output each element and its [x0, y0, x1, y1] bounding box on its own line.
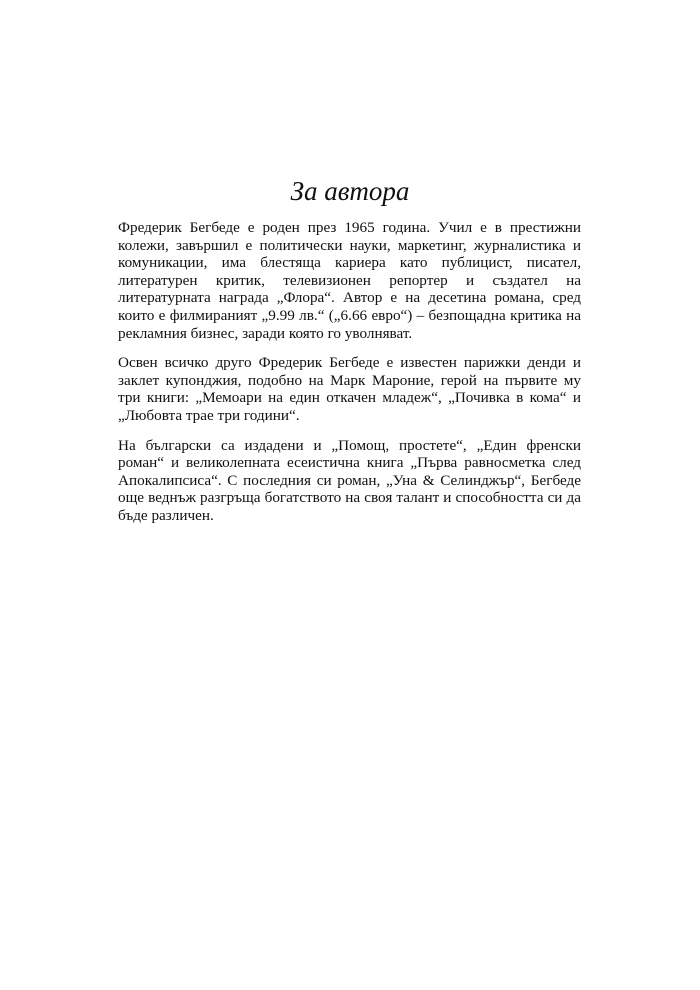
- page-title: За автора: [290, 176, 410, 206]
- paragraph-dandy: Освен всичко друго Фредерик Бегбеде е известен парижки денди и заклет купонджия, подобно на Марк Мароние, герой на първите му три книги: „Мемоари на един откачен младеж“, „Почивка в кома“ и „Любовта трае три години“.: [118, 354, 581, 424]
- paragraph-biography: Фредерик Бегбеде е роден през 1965 година. Учил е в престижни колежи, завършил е политически науки, маркетинг, журналистика и комуникации, има блестяща кариера като публицист, писател, литературен критик, телевизионен репортер и създател на литературната награда „Флора“. Автор е на десетина романа, сред които е филмираният „9.99 лв.“ („6.66 евро“) – безпощадна критика на рекламния бизнес, заради която го уволняват.: [118, 219, 581, 342]
- paragraph-published-works: На български са издадени и „Помощ, простете“, „Един френски роман“ и великолепната есеистична книга „Първа равносметка след Апокалипсиса“. С последния си роман, „Уна & Селинджър“, Бегбеде още веднъж разгръща богатството на своя талант и способността си да бъде различен.: [118, 436, 581, 524]
- body-text: [118, 219, 581, 537]
